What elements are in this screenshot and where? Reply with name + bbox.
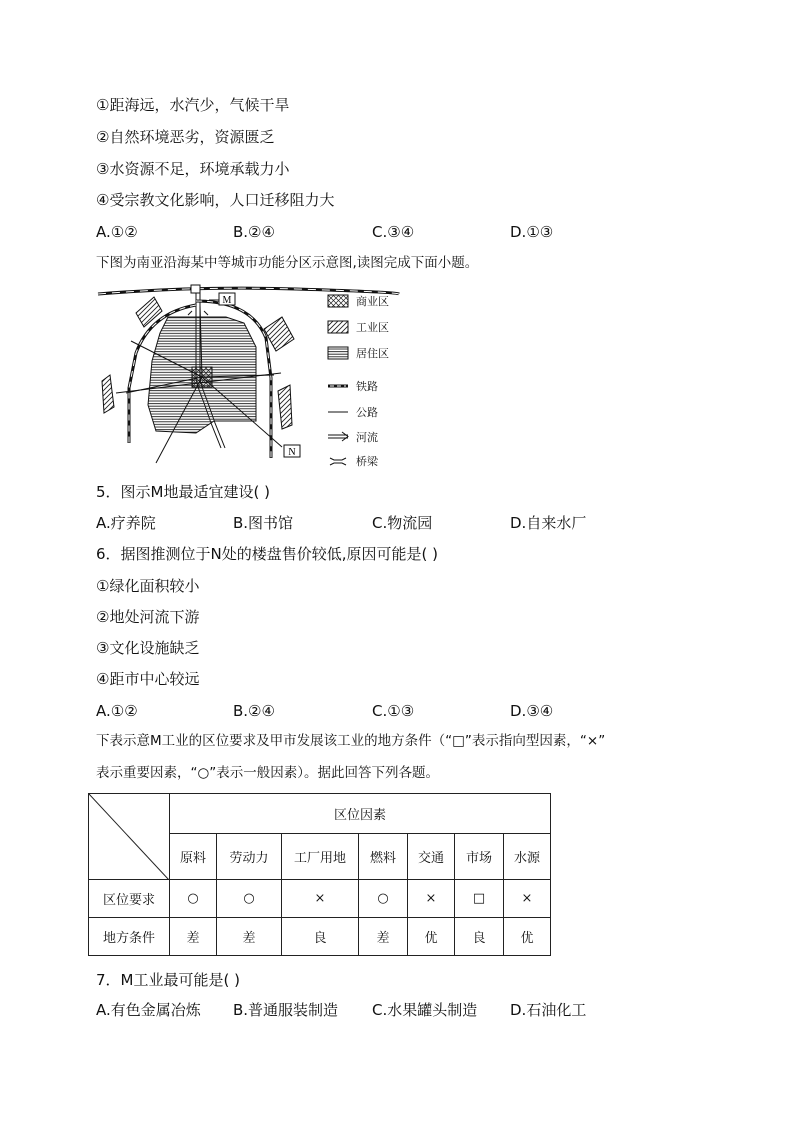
location-factor-table bbox=[88, 793, 551, 956]
answer-choices bbox=[96, 513, 696, 533]
option-line: ②自然环境恶劣，资源匮乏 bbox=[96, 128, 275, 146]
table-cell: 优 bbox=[504, 918, 551, 956]
label-m: M bbox=[222, 295, 232, 306]
table-cell: 差 bbox=[217, 918, 282, 956]
question-6-stem: 6．据图推测位于N处的楼盘售价较低,原因可能是( ) bbox=[96, 545, 439, 563]
answer-choices bbox=[96, 1000, 696, 1020]
legend-label: 商业区 bbox=[356, 295, 389, 308]
choice-c[interactable]: C.水果罐头制造 bbox=[372, 1001, 478, 1019]
choice-d[interactable]: D.石油化工 bbox=[510, 1001, 587, 1019]
legend-label: 桥梁 bbox=[356, 455, 378, 468]
column-header: 原料 bbox=[170, 834, 217, 880]
label-n: N bbox=[288, 447, 296, 458]
industrial-zone bbox=[278, 385, 292, 429]
table-cell: 差 bbox=[359, 918, 408, 956]
table-row bbox=[89, 918, 551, 956]
diagonal-header-cell bbox=[89, 794, 170, 880]
choice-a[interactable]: A.①② bbox=[96, 223, 138, 241]
answer-choices bbox=[96, 701, 696, 721]
table-cell: ○ bbox=[359, 880, 408, 918]
answer-choices bbox=[96, 222, 696, 242]
table-cell: × bbox=[408, 880, 455, 918]
legend-label: 居住区 bbox=[356, 347, 389, 360]
option-line: ①距海远，水汽少，气候干旱 bbox=[96, 96, 290, 114]
legend-label: 工业区 bbox=[356, 321, 389, 334]
column-header: 交通 bbox=[408, 834, 455, 880]
row-label: 地方条件 bbox=[89, 918, 170, 956]
table-intro-line: 下表示意M工业的区位要求及甲市发展该工业的地方条件（“□”表示指向型因素，“×” bbox=[96, 733, 606, 749]
column-header: 水源 bbox=[504, 834, 551, 880]
column-header: 市场 bbox=[455, 834, 504, 880]
city-map bbox=[96, 283, 406, 468]
table-intro-line: 表示重要因素，“○”表示一般因素）。据此回答下列各题。 bbox=[96, 765, 440, 781]
column-header: 工厂用地 bbox=[282, 834, 359, 880]
map-intro: 下图为南亚沿海某中等城市功能分区示意图,读图完成下面小题。 bbox=[96, 255, 479, 271]
column-header: 燃料 bbox=[359, 834, 408, 880]
question-5-stem: 5．图示M地最适宜建设( ) bbox=[96, 483, 270, 501]
table-row bbox=[89, 880, 551, 918]
table-cell: 良 bbox=[282, 918, 359, 956]
option-line: ②地处河流下游 bbox=[96, 608, 200, 626]
table-cell: × bbox=[504, 880, 551, 918]
choice-c[interactable]: C.③④ bbox=[372, 223, 415, 241]
choice-c[interactable]: C.物流园 bbox=[372, 514, 433, 532]
question-7-stem: 7．M工业最可能是( ) bbox=[96, 971, 240, 989]
option-line: ④距市中心较远 bbox=[96, 670, 200, 688]
industrial-zone bbox=[102, 375, 114, 413]
group-header: 区位因素 bbox=[170, 794, 551, 834]
choice-d[interactable]: D.自来水厂 bbox=[510, 514, 587, 532]
choice-a[interactable]: A.疗养院 bbox=[96, 514, 156, 532]
row-label: 区位要求 bbox=[89, 880, 170, 918]
table-cell: 良 bbox=[455, 918, 504, 956]
choice-b[interactable]: B.普通服装制造 bbox=[233, 1001, 339, 1019]
option-line: ①绿化面积较小 bbox=[96, 577, 200, 595]
legend-label: 公路 bbox=[356, 406, 378, 419]
legend-label: 铁路 bbox=[356, 380, 378, 393]
choice-d[interactable]: D.③④ bbox=[510, 702, 554, 720]
option-line: ③文化设施缺乏 bbox=[96, 639, 200, 657]
industrial-zone bbox=[264, 317, 294, 351]
table-cell: ○ bbox=[170, 880, 217, 918]
table-cell: × bbox=[282, 880, 359, 918]
choice-c[interactable]: C.①③ bbox=[372, 702, 415, 720]
table-cell: 优 bbox=[408, 918, 455, 956]
choice-d[interactable]: D.①③ bbox=[510, 223, 554, 241]
option-line: ④受宗教文化影响，人口迁移阻力大 bbox=[96, 191, 335, 209]
choice-b[interactable]: B.②④ bbox=[233, 223, 275, 241]
choice-a[interactable]: A.①② bbox=[96, 702, 138, 720]
table-cell: ○ bbox=[217, 880, 282, 918]
table-cell: 差 bbox=[170, 918, 217, 956]
option-line: ③水资源不足，环境承载力小 bbox=[96, 160, 290, 178]
legend-label: 河流 bbox=[356, 431, 378, 444]
column-header: 劳动力 bbox=[217, 834, 282, 880]
map-legend bbox=[328, 294, 389, 468]
port-box bbox=[191, 285, 200, 293]
choice-b[interactable]: B.②④ bbox=[233, 702, 275, 720]
table-cell: □ bbox=[455, 880, 504, 918]
choice-b[interactable]: B.图书馆 bbox=[233, 514, 294, 532]
choice-a[interactable]: A.有色金属冶炼 bbox=[96, 1001, 201, 1019]
